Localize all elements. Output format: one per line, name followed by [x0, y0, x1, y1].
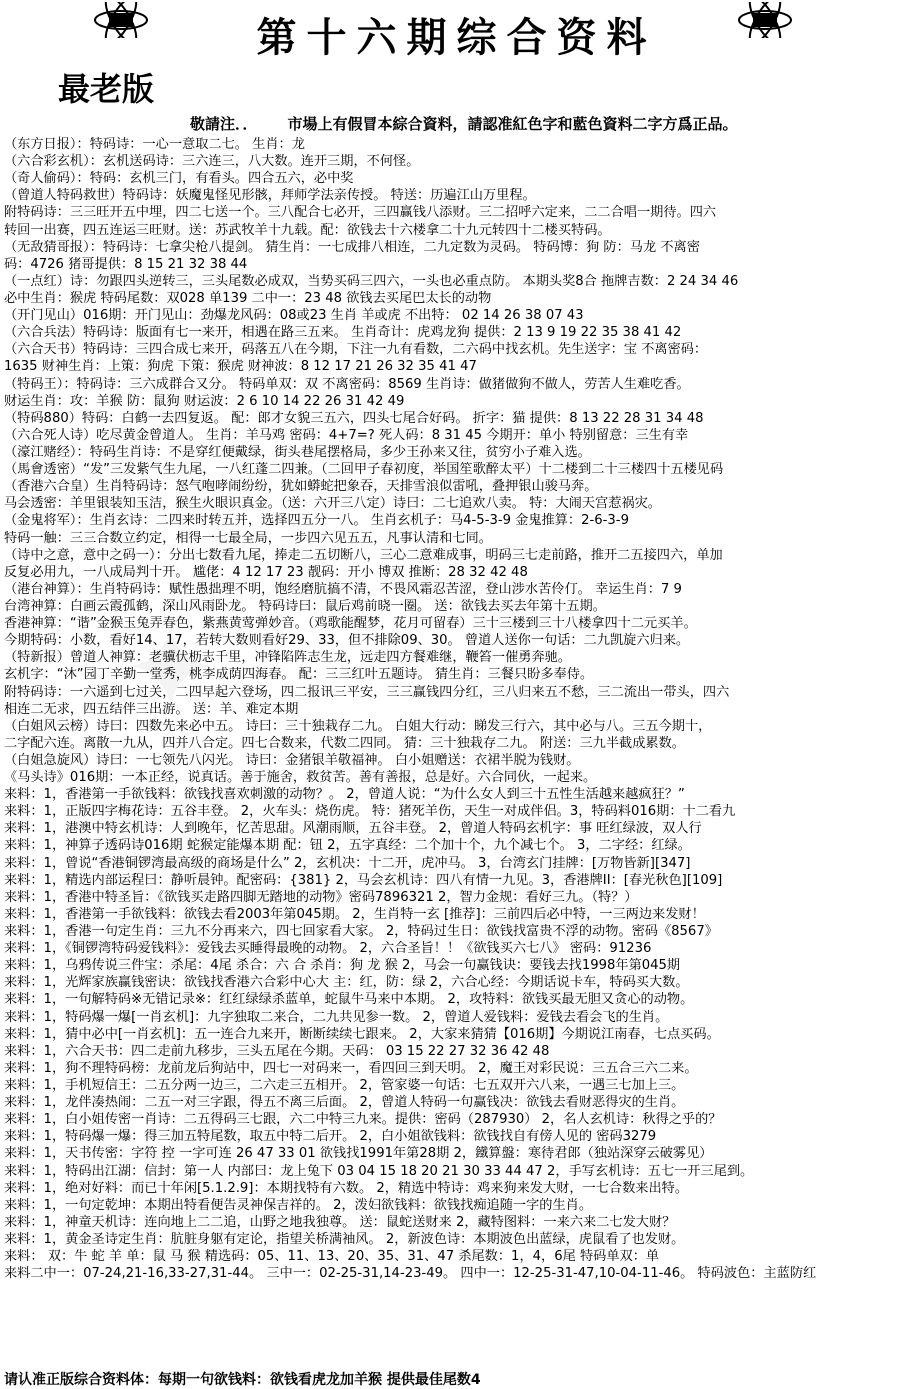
content-line: 来料：1，神算子透码诗016期 蛇猴定能爆本期 配：钮 2，五字真经：二个加十个，九个减七个。 3，二字经：红绿。 [4, 838, 691, 854]
content-line: 1635 财神生肖：上策：狗虎 下策：猴虎 财神波：8 12 17 21 26 32 35 41 47 [4, 359, 477, 375]
content-line: （一点红）诗：勿跟四头逆转三，三头尾数必成双，当势买码三四六，一头也必重点防。 本期头奖8合 拖牌吉数：2 24 34 46 [4, 273, 739, 289]
content-line: 来料：1，一句定乾坤：本期出特看便告灵神保吉祥的。 2，泼妇欲钱料：欲钱找痴追随一字的生肖。 [4, 1197, 593, 1213]
content-line: 来料：1，猜中必中[一肖玄机]：五一连合九来开，断断续续七跟来。 2，大家来猜猜【016期】今期说江南春，七点买码。 [4, 1026, 720, 1042]
content-line: 来料：1，光辉家族赢钱密诀：欲钱找香港六合彩中心大 主：红，防：绿 2，六合心经：今期话说卡车，特码买大数。 [4, 975, 689, 991]
content-line: （特码王）：特码诗：三六成群合又分。 特码单双：双 不离密码：8569 生肖诗：做猪做狗不做人，劳苦人生难吃香。 [4, 376, 690, 392]
content-line: 特码一触：三三合数立约定，相得一七最全局，一步四六见五五，凡事认清和七同。 [4, 530, 492, 546]
content-line: 来料：1，港澳中特玄机诗：人到晚年，忆苦思甜。风潮雨顺，五谷丰登。 2，曾道人特码玄机字：事 旺红绿波，双人行 [4, 821, 702, 837]
content-line: （六合死人诗）吃尽黄金曾道人。 生肖：羊马鸡 密码：4+7=? 死人码：8 31 45 今期开：单小 特别留意：三生有幸 [4, 427, 689, 443]
content-line: 来料：1，香港第一手欲钱料：欲钱找喜欢刺激的动物？。 2，曾道人说：“为什么女人到三十五性生活越来越疯狂？” [4, 787, 685, 803]
content-line: 来料：1，手机短信王：二五分两一边三，二六走三五相开。 2，管家婆一句话：七五双开六八来，一遇三七加上三。 [4, 1078, 685, 1094]
content-line: 台湾神算：白画云霞孤鹤，深山风雨卧龙。 特码诗曰：鼠后鸡前晓一圈。 送：欲钱去买去年第十五期。 [4, 598, 606, 614]
content-line: （香港六合皇）生肖特码诗：怒气咆哮闹纷纷，犹如蟒蛇把象吞，天排雪浪似雷吼，叠押银山骏马奔。 [4, 479, 598, 495]
content-line: （特新报）曾道人神算：老骥伏枥志千里，冲锋陷阵志生龙，远走四方餐难继，鞭笞一催勇奔驰。 [4, 650, 572, 666]
content-line: （开门见山）016期：开门见山：劲爆龙风码：08或23 生肖 羊或虎 不出特： 02 14 26 38 07 43 [4, 308, 584, 324]
content-line: （六合彩玄机）：玄机送码诗：三六连三，八大数。连开三期，不何怪。 [4, 154, 420, 170]
content-line: 附特码诗：三三旺开五中埋，四二七送一个。三八配合七必开，三四赢钱八添财。三二招呼六定来，二二合唱一期待。四六 [4, 205, 717, 221]
content-line: （诗中之意，意中之码一）：分出七数看九尾，捧走二五切断八，三心二意难成事，明码三七走前路，推开二五接四六，单加 [4, 547, 723, 563]
content-line: 马会透密：羊里银装知玉洁，猴生火眼识真金。（送：六开三八定）诗曰：二七追欢八卖。 特：大闹天宫惹祸灾。 [4, 496, 661, 512]
content-line: （金鬼将军）：生肖玄诗：二四来时转五并，选择四五分一八。 生肖玄机子：马4-5-3-9 金鬼推算：2-6-3-9 [4, 513, 629, 529]
content-line: 码：4726 猪哥提供：8 15 21 32 38 44 [4, 256, 248, 272]
content-line: 来料：1，六合天书：四二走前九移步，三头五尾在今期。天码： 03 15 22 27 32 36 42 48 [4, 1043, 550, 1059]
content-line: 来料：1，黄金圣诗定生肖：肮脏身躯有定论，指望关桥满袖风。 2，新波色诗：本期波色出蓝绿，虎鼠看了也发财。 [4, 1232, 685, 1247]
content-line: 来料：1，神童天机诗：连向地上二二追，山野之地我独尊。 送：鼠蛇送财来 2，藏特图料：一来六来二七发大财？ [4, 1214, 676, 1230]
content-line: （白姐风云榜）诗曰：四数先来必中五。 诗曰：三十独栽存二九。 白姐大行动：睇发三行六，其中必与八。三五今期十， [4, 718, 712, 734]
content-line: 来料：1，正版四字梅花诗：五谷丰登。 2，火车头：烧伤虎。 特：猪死羊伤，天生一对成伴侣。3，特码料016期：十二看九 [4, 804, 736, 820]
edition-label: 最老版 [58, 70, 155, 108]
content-line: 转回一出赛，四五连运三旺财。送：苏武牧羊十九载。配：欲钱去十六楼拿二十九元转四十二楼买特码。 [4, 222, 611, 238]
content-line: 附特码诗：一六遥到七过关，二四早起六登场，四二报讯三平安，三三赢钱四分红，三八归来五不愁，三二流出一带头，四六 [4, 684, 730, 700]
content-line: （白姐急旋风）诗曰：一七领先八闪光。 诗曰：金猪银羊敬福神。 白小姐赠送：衣裙半脱为钱财。 [4, 752, 580, 768]
content-line: （曾道人特码救世）特码诗：妖魔鬼怪见形骸，拜师学法亲传授。 特送：历遍江山万里程。 [4, 188, 536, 204]
content-line: 反复必用九，一八成局判十开。 尴佬：4 12 17 23 靓码：开小 博双 推断：28 32 42 48 [4, 564, 528, 580]
footer-banner: 请认准正版综合资料体：每期一句欲钱料：欲钱看虎龙加羊猴 提供最佳尾数4 [4, 1372, 481, 1388]
content-line: 来料：1，绝对好料：而已十年闲[5.1.2.9]：本期找特有六数。 2，精选中特诗：鸡来狗来发大财，一七合数来出特。 [4, 1180, 689, 1196]
page-title: 第十六期综合资料 [256, 14, 657, 61]
content-line: （港台神算）：生肖特码诗：赋性愚拙理不明，饱经磨肮搞不清，不畏风霜忍苦涩，登山涉水苦伶仃。 幸运生肖：7 9 [4, 581, 682, 597]
content-line: （无敌猜哥报）：特码诗：七拿尖枪八提剑。 猜生肖：一七成排八相连，二九定数为灵码。 特码博：狗 防：马龙 不离密 [4, 239, 700, 255]
content-line: （特码880）特码：白鹤一去四复返。 配：郎才女貌三五六，四头七尾合好码。 折字：猫 提供：8 13 22 28 31 34 48 [4, 410, 704, 426]
content-line: 来料：1，一句解特码※无错记录※：红红绿绿杀蓝单，蛇鼠牛马来中本期。 2，攻特料：欲钱买最无胆又贪心的动物。 [4, 992, 694, 1008]
content-line: 来料：1，白小姐传密一肖诗：二五得码三七跟，六二中特三九来。提供：密码（287930） 2，名人玄机诗：秋得之乎的？ [4, 1112, 722, 1128]
content-line: 来料：1，特码出江湖：信封：第一人 内部曰：龙上兔下 03 04 15 18 20 21 30 33 44 47 2，手写玄机诗：五七一开三尾到。 [4, 1163, 754, 1179]
content-line: 来料二中一：07-24,21-16,33-27,31-44。 三中一：02-25-31,14-23-49。 四中一：12-25-31-47,10-04-11-46。 特码波色：主蓝防红 [4, 1266, 817, 1282]
content-line: 来料：1，天书传密：字符 控 一字可连 26 47 33 01 欲钱找1991年第28期 2，鐵算盤：寒待君郎（独站深穿云破雾见） [4, 1146, 713, 1162]
content-line: 来料：1，精选内部运程曰：静听晨钟。配密码：{381} 2，马会玄机诗：四八有情一九见。3，香港牌II：[春光秋色][109] [4, 872, 723, 888]
content-body [4, 136, 909, 1282]
emblem-icon [736, 2, 794, 38]
notice-lead: 敬請注．． [190, 115, 258, 133]
content-line: 相连二无求，四五结伴三出游。 送：羊、难定本期 [4, 701, 299, 717]
content-line: （濠江赌经）：特码生肖诗：不是穿红便戴绿，街头巷尾摆格局，多少王孙来又往，贫穷小子难入选。 [4, 444, 591, 460]
content-line: 二字配六连。离散一九从，四并八合定。四七合数来，代数二四同。 猜：三十独栽存二九。 附送：三九半截成累数。 [4, 735, 685, 751]
content-line: 来料： 双：牛 蛇 羊 单：鼠 马 猴 精选码：05、11、13、20、35、31、47 杀尾数：1，4，6尾 特码单双：单 [4, 1249, 660, 1265]
content-line: 来料：1，乌鸦传说三件宝：杀尾：4尾 杀合：六 合 杀肖：狗 龙 猴 2，马会一句赢钱诀：要钱去找1998年第045期 [4, 958, 681, 974]
content-line: （馬會透密）“发”三发紫气生九尾，一八红蓬二四兼。（二回甲子春初度，举国笙歌醉太平）十二楼到二十三楼四十五楼见码 [4, 462, 724, 478]
content-line: 来料：1，曾说“香港铜锣湾最高级的商场是什么” 2，玄机决：十二开，虎冲马。 3，台湾玄门挂牌：[万物皆新][347] [4, 855, 691, 871]
content-line: 来料：1，《铜锣湾特码爱钱料》：爱钱去买睡得最晚的动物。 2，六合圣旨！！《欲钱买六七八》 密码：91236 [4, 941, 652, 957]
content-line: 玄机字：“沐”园丁辛勤一堂秀，桃李成荫四海春。 配：三三红叶五题诗。 猜生肖：三餐只盼多奉侍。 [4, 667, 594, 683]
content-line: 财运生肖：攻：羊猴 防：鼠狗 财运波：2 6 10 14 22 26 31 42 49 [4, 393, 405, 409]
content-line: 来料：1，香港第一手欲钱料：欲钱去看2003年第045期。 2，生肖特一玄 [推荐]：三前四后必中特，一三两边来发财！ [4, 906, 705, 922]
content-line: 来料：1，龙伴凑热闹：二五一对三字跟，得五不离三后面。 2，曾道人特码一句赢钱决：欲钱去看财恶得灾的生肖。 [4, 1095, 685, 1111]
content-line: （六合天书）特码诗：三四合成七来开，码落五八在今期，下注一九有看数，二六码中找玄机。先生送字：宝 不离密码： [4, 342, 708, 358]
page-header [0, 0, 913, 64]
content-line: 香港神算：“谐”金猴玉兔弄春色，紫燕黄莺弹妙音。（鸡歌能醒梦，花月可留春）三十三楼到三十八楼拿四十二元买羊。 [4, 616, 697, 632]
content-line: 来料：1，香港一句定生肖：三九不分再来六，四七回家看大家。 2，特码过生日：欲钱找富贵不浮的动物。密码《8567》 [4, 924, 718, 940]
authenticity-notice [190, 113, 738, 134]
content-line: 来料：1，香港中特圣旨：《欲钱买走路四脚无踏地的动物》密码7896321 2，智力金规：看好三九。（特？） [4, 889, 638, 905]
content-line: 来料：1，特码爆一爆：得三加五特尾数，取五中特二后开。 2，白小姐欲钱料：欲钱找自有傍人见的 密码3279 [4, 1129, 657, 1145]
content-line: 来料：1，特码爆一爆[一肖玄机]：九字独取二来合，二九共见参一数。 2，曾道人爱钱料：爱钱去看会飞的生肖。 [4, 1009, 669, 1025]
content-line: 必中生肖：猴虎 特码尾数：双028 单139 二中一：23 48 欲钱去买尾巴太长的动物 [4, 290, 492, 306]
content-line: 来料：1，狗不理特码榜：龙前龙后狗站中，四七一对码来一，看四回三到天明。 2，魔王对彩民说：三五合三六二来。 [4, 1060, 698, 1076]
content-line: （六合兵法）特码诗：版面有七一来开，相遇在路三五来。 生肖奇计：虎鸡龙狗 提供：2 13 9 19 22 35 38 41 42 [4, 325, 682, 341]
content-line: （东方日报）：特码诗：一心一意取二七。 生肖：龙 [4, 137, 305, 152]
content-line: （奇人偷码）：特码：玄机三门，有看头。四合五六，必中奖 [4, 171, 354, 187]
notice-text: 市場上有假冒本綜合資料，請認准紅色字和藍色資料二字方爲正品。 [287, 115, 738, 133]
content-line: 今期特码：小数，看好14、17，若转大数则看好29、33，但不排除09、30。 曾道人送你一句话：二九凯旋六归来。 [4, 633, 690, 649]
content-line: 《马头诗》016期：一本正经，说真话。善于施舍，救贫苦。善有善报，总是好。六合同伙，一起来。 [4, 770, 597, 786]
